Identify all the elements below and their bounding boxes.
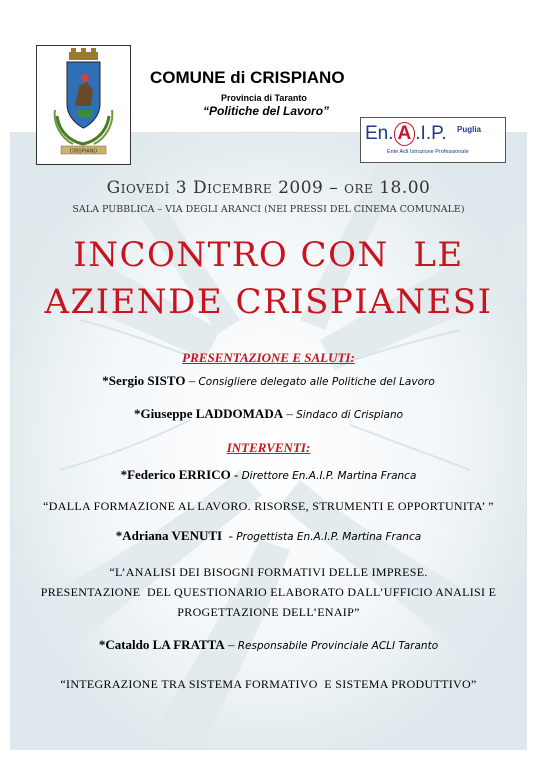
event-title-line-1: INCONTRO CON LE [73,235,464,275]
speaker-name: *Adriana VENUTI [115,528,223,543]
speaker-role: Consigliere delegato alle Politiche del Lavoro [198,376,435,388]
speaker-role: Direttore En.A.I.P. Martina Franca [241,470,417,482]
speaker-row: *Cataldo LA FRATTA – Responsabile Provinciale ACLI Taranto [98,637,439,652]
speaker-row: *Adriana VENUTI - Progettista En.A.I.P. Martina Franca [115,528,422,543]
talk-title-line: PRESENTAZIONE DEL QUESTIONARIO ELABORATO DALL’UFFICIO ANALISI E [40,585,497,599]
speaker-name: *Sergio SISTO [102,373,186,388]
talk-title: “DALLA FORMAZIONE AL LAVORO. RISORSE, STRUMENTI E OPPORTUNITA’ ” [43,499,494,513]
crest-icon [37,46,130,164]
enaip-logo [360,117,506,163]
enaip-logo-circled-a: A [394,122,416,146]
speaker-role: Responsabile Provinciale ACLI Taranto [237,640,439,652]
event-title-line-2: AZIENDE CRISPIANESI [44,282,493,322]
talks-heading: INTERVENTI: [226,440,311,455]
greetings-heading: PRESENTAZIONE E SALUTI: [182,350,355,365]
crest-motto: CRISPIANO [69,148,98,155]
enaip-logo-region: Puglia [457,125,482,134]
speaker-row: *Federico ERRICO - Direttore En.A.I.P. Martina Franca [120,467,417,482]
enaip-logo-name: En. A .I.P. [365,123,447,144]
talk-title-line: “L’ANALISI DEI BISOGNI FORMATIVI DELLE IMPRESE. [109,565,428,579]
province-label: Provincia di Taranto [221,93,307,103]
speaker-row: *Giuseppe LADDOMADA – Sindaco di Crispiano [133,406,404,421]
event-venue: SALA PUBBLICA – VIA DEGLI ARANCI (NEI PRESSI DEL CINEMA COMUNALE) [72,204,465,215]
municipality-title: COMUNE di CRISPIANO [150,68,345,87]
speaker-name: *Cataldo LA FRATTA [98,637,225,652]
speaker-row: *Sergio SISTO – Consigliere delegato alle Politiche del Lavoro [102,373,435,388]
department-label: “Politiche del Lavoro” [203,104,330,118]
event-date-time: Giovedì 3 Dicembre 2009 – ore 18.00 [106,178,431,198]
speaker-name: *Giuseppe LADDOMADA [133,406,284,421]
municipal-crest [36,45,131,165]
talk-title: “INTEGRAZIONE TRA SISTEMA FORMATIVO E SISTEMA PRODUTTIVO” [60,677,477,691]
enaip-logo-subtitle: Ente Acli Istruzione Professionale [387,149,469,155]
speaker-role: Sindaco di Crispiano [296,409,404,421]
talk-title-line: PROGETTAZIONE DELL’ENAIP” [177,605,360,619]
speaker-name: *Federico ERRICO [120,467,231,482]
speaker-role: Progettista En.A.I.P. Martina Franca [236,531,422,543]
